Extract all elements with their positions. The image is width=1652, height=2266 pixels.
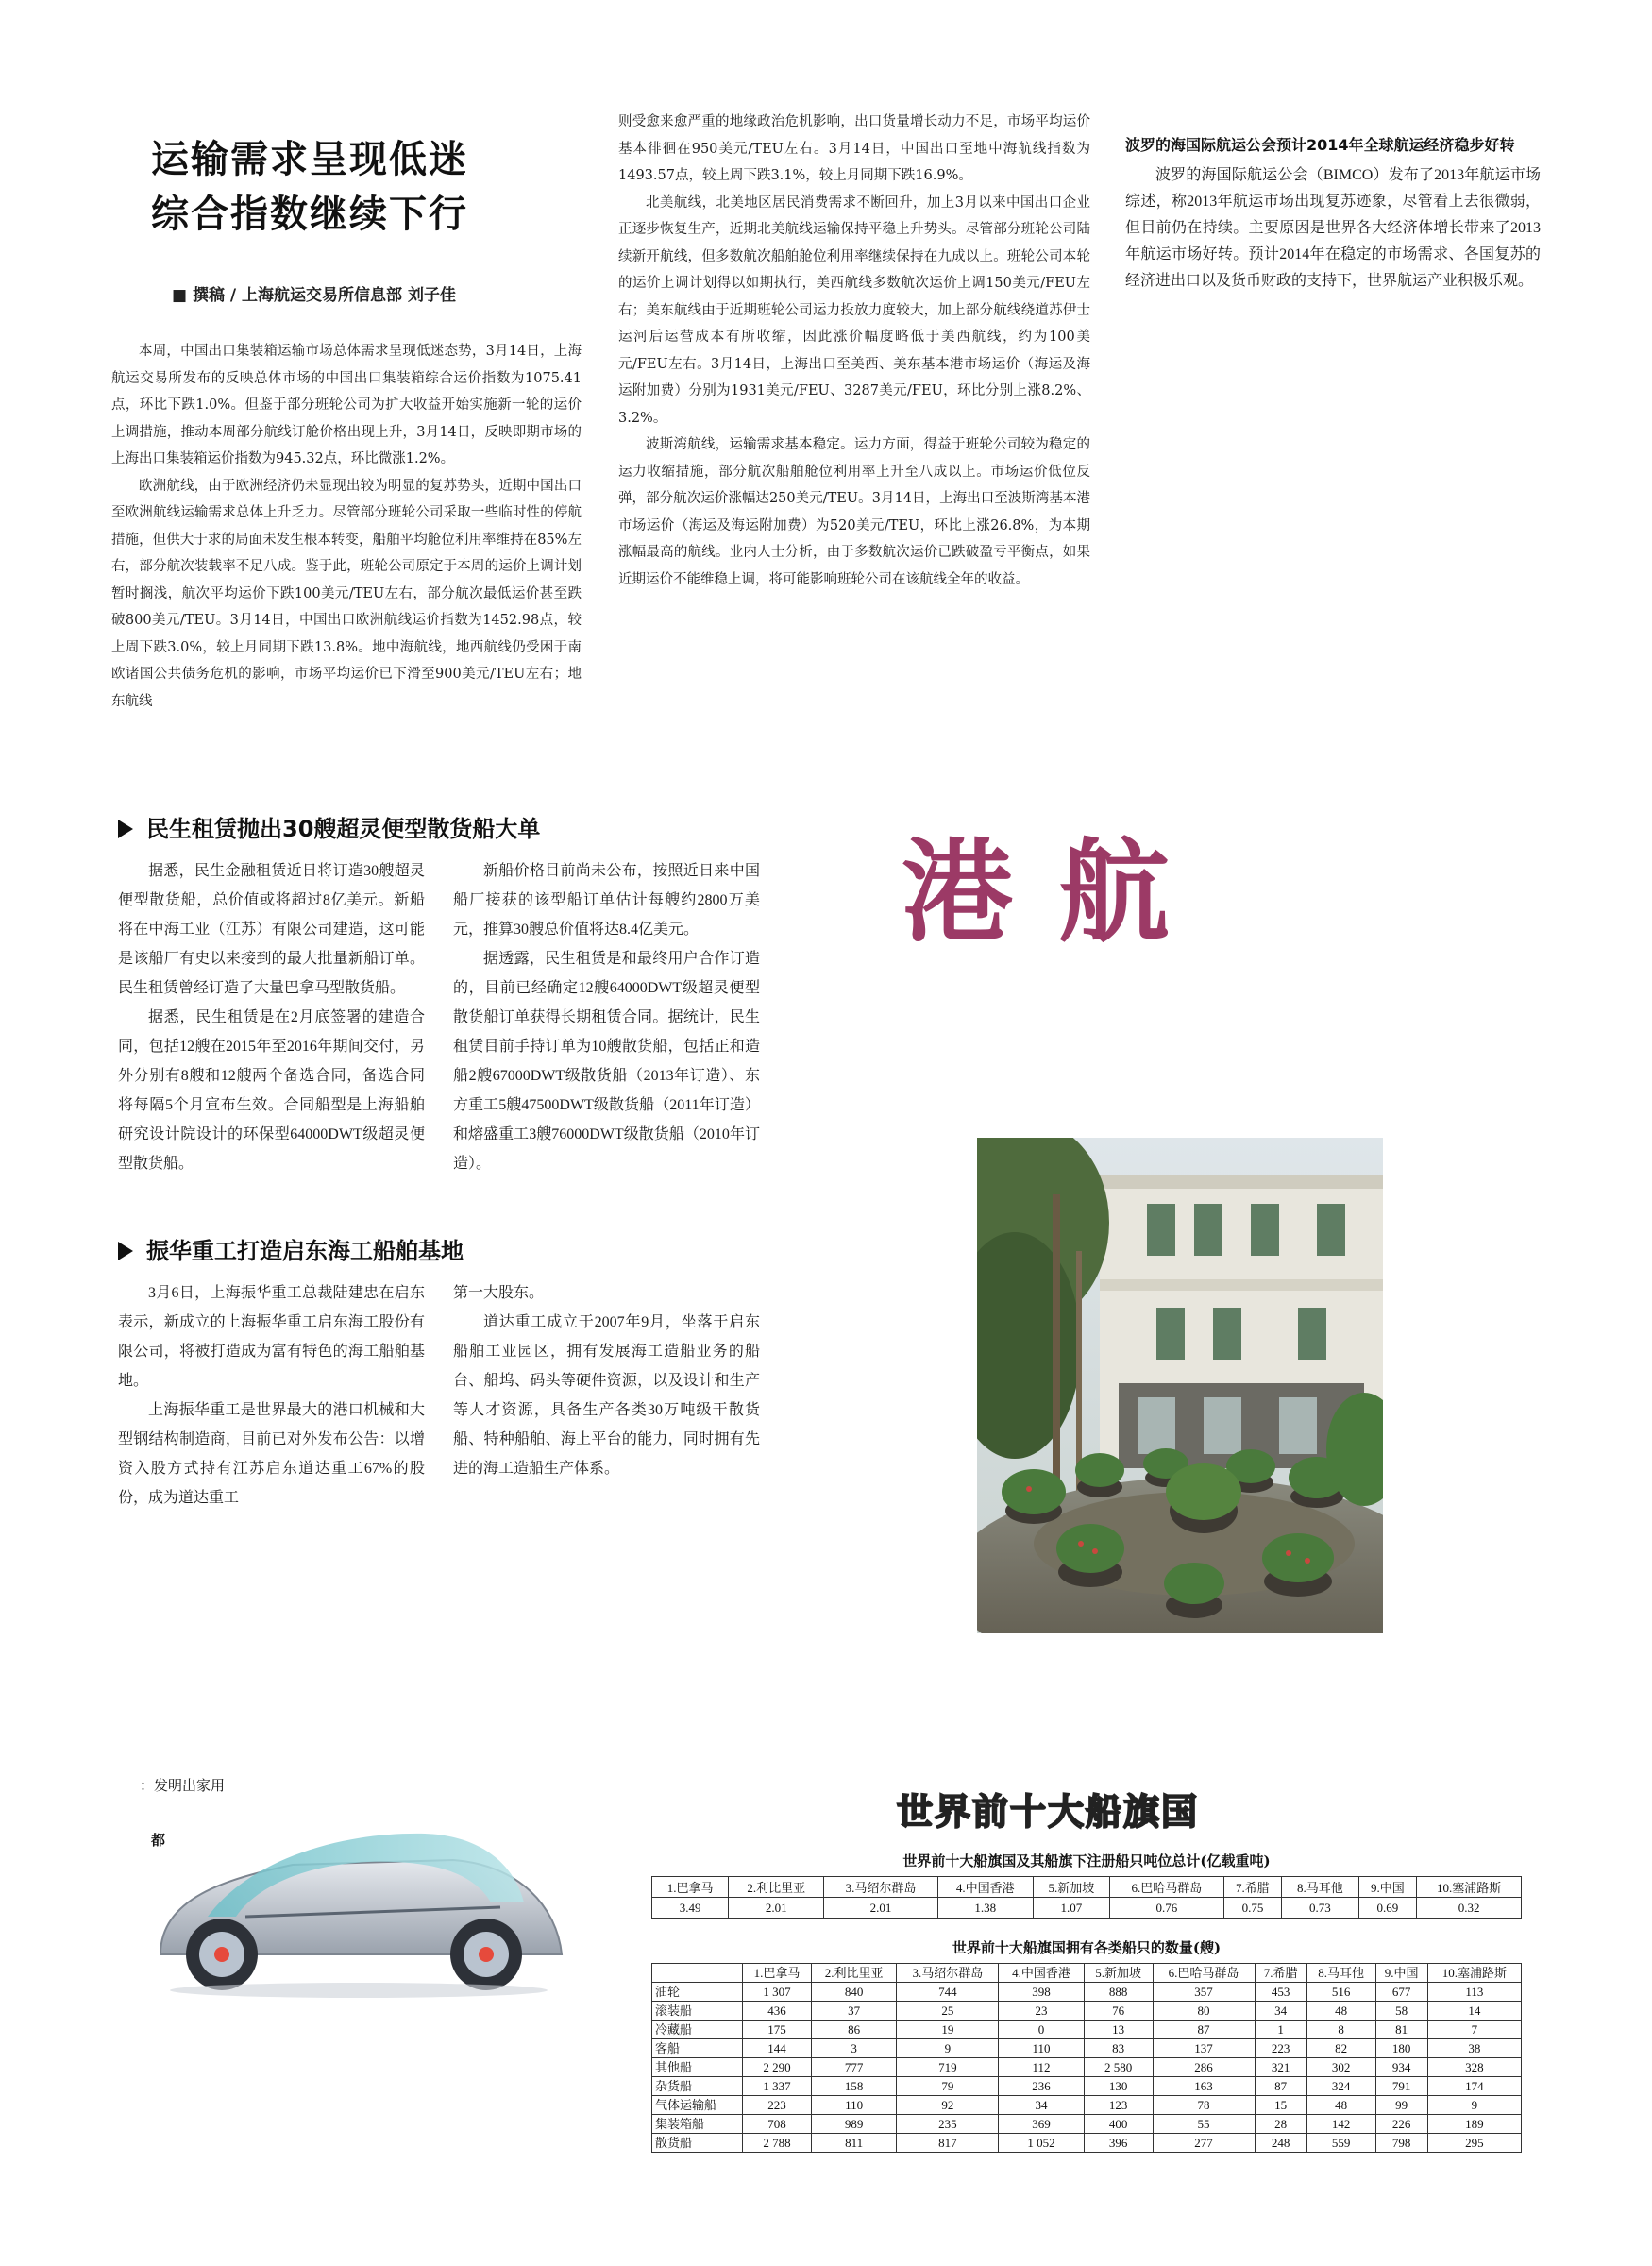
table-header-cell: 9.中国 (1375, 1964, 1427, 1983)
table-header-cell: 6.巴哈马群岛 (1153, 1964, 1255, 1983)
table-cell: 400 (1084, 2115, 1153, 2134)
table-row (652, 2058, 1522, 2077)
table-cell: 7 (1427, 2021, 1521, 2039)
table-ship-counts-caption: 世界前十大船旗国拥有各类船只的数量(艘) (952, 1939, 1222, 1956)
table-row (652, 2021, 1522, 2039)
table-cell: 123 (1084, 2096, 1153, 2115)
table-cell: 3.49 (652, 1898, 729, 1919)
sidebar-news (1125, 132, 1541, 295)
table-cell: 840 (811, 1983, 896, 2002)
table-cell: 223 (743, 2096, 812, 2115)
table-cell: 1 (1255, 2021, 1306, 2039)
table-cell: 324 (1306, 2077, 1375, 2096)
section-paragraph: 第一大股东。 (453, 1285, 545, 1301)
table-cell: 321 (1255, 2058, 1306, 2077)
table-cell: 38 (1427, 2039, 1521, 2058)
table-cell: 78 (1153, 2096, 1255, 2115)
row-label-cell: 气体运输船 (652, 2096, 743, 2115)
sidebar-news-body: 波罗的海国际航运公会（BIMCO）发布了2013年航运市场综述，称2013年航运市场出现复苏迹象，尽管看上去很微弱，但目前仍在持续。主要原因是世界各大经济体增长带来了2013年航运市场好转。预计2014年在稳定的市场需求、各国复苏的经济进出口以及货币财政的支持下，世界航运产业积极乐观。 (1125, 167, 1541, 289)
table-cell: 791 (1375, 2077, 1427, 2096)
concept-car-illustration (142, 1775, 576, 2002)
table-cell: 86 (811, 2021, 896, 2039)
table-cell: 110 (811, 2096, 896, 2115)
table-cell: 1.38 (937, 1898, 1033, 1919)
table-cell: 0.69 (1358, 1898, 1417, 1919)
triangle-bullet-icon (118, 1242, 133, 1260)
table-header-cell: 4.中国香港 (937, 1877, 1033, 1898)
table-cell: 81 (1375, 2021, 1427, 2039)
row-label-cell: 冷藏船 (652, 2021, 743, 2039)
table-header-cell: 2.利比里亚 (729, 1877, 824, 1898)
table-cell: 0.76 (1110, 1898, 1224, 1919)
article-paragraph: 波斯湾航线，运输需求基本稳定。运力方面，得益于班轮公司较为稳定的运力收缩措施，部分航次船舶舱位利用率上升至八成以上。市场运价低位反弹，部分航次运价涨幅达250美元/TEU。3月14日，上海出口至波斯湾基本港市场运价（海运及海运附加费）为520美元/TEU，环比上涨26.8%，为本期涨幅最高的航线。业内人士分析，由于多数航次运价已跌破盈亏平衡点，如果近期运价不能维稳上调，将可能影响班轮公司在该航线全年的收益。 (618, 437, 1090, 587)
table-cell: 9 (897, 2039, 999, 2058)
courtyard-photo-illustration (977, 1138, 1383, 1633)
table-header-cell: 10.塞浦路斯 (1417, 1877, 1522, 1898)
table-cell: 13 (1084, 2021, 1153, 2039)
table-cell: 302 (1306, 2058, 1375, 2077)
table-header-cell: 8.马耳他 (1282, 1877, 1358, 1898)
row-label-cell: 集装箱船 (652, 2115, 743, 2134)
table-cell: 0.75 (1223, 1898, 1282, 1919)
table-cell: 14 (1427, 2002, 1521, 2021)
table-cell: 777 (811, 2058, 896, 2077)
section-paragraph: 道达重工成立于2007年9月，坐落于启东船舶工业园区，拥有发展海工造船业务的船台、船坞、码头等硬件资源，以及设计和生产等人才资源，具备生产各类30万吨级干散货船、特种船舶、海上平台的能力，同时拥有先进的海工造船生产体系。 (453, 1314, 760, 1477)
row-label-cell: 杂货船 (652, 2077, 743, 2096)
table-cell: 142 (1306, 2115, 1375, 2134)
table-cell: 677 (1375, 1983, 1427, 2002)
table-cell: 0.32 (1417, 1898, 1522, 1919)
table-cell: 811 (811, 2134, 896, 2153)
table-cell: 1 307 (743, 1983, 812, 2002)
article-column-2 (618, 109, 1090, 593)
section-minsheng-left (118, 856, 425, 1178)
table-cell: 58 (1375, 2002, 1427, 2021)
table-cell: 934 (1375, 2058, 1427, 2077)
table-cell: 369 (999, 2115, 1084, 2134)
table-header-cell: 6.巴哈马群岛 (1110, 1877, 1224, 1898)
table-cell: 989 (811, 2115, 896, 2134)
table-cell: 9 (1427, 2096, 1521, 2115)
table-cell: 189 (1427, 2115, 1521, 2134)
car-caption-1: ：发明出家用 (140, 1777, 226, 1794)
table-cell: 744 (897, 1983, 999, 2002)
table-cell: 817 (897, 2134, 999, 2153)
headline (151, 132, 585, 242)
table-cell: 99 (1375, 2096, 1427, 2115)
article-paragraph: 欧洲航线，由于欧洲经济仍未显现出较为明显的复苏势头，近期中国出口至欧洲航线运输需求总体上升乏力。尽管部分班轮公司采取一些临时性的停航措施，但供大于求的局面未发生根本转变，船舶平均舱位利用率维持在85%左右，部分航次装载率不足八成。鉴于此，班轮公司原定于本周的运价上调计划暂时搁浅，航次平均运价下跌100美元/TEU左右，部分航次最低运价甚至跌破800美元/TEU。3月14日，中国出口欧洲航线运价指数为1452.98点，较上周下跌3.0%，较上月同期下跌13.8%。地中海航线，地西航线仍受困于南欧诸国公共债务危机的影响，市场平均运价已下滑至900美元/TEU左右；地东航线 (111, 478, 582, 709)
table-cell: 8 (1306, 2021, 1375, 2039)
row-label-cell: 其他船 (652, 2058, 743, 2077)
section-zhenhua-right (453, 1278, 760, 1513)
table-cell: 798 (1375, 2134, 1427, 2153)
table-cell: 158 (811, 2077, 896, 2096)
section-minsheng-title (118, 810, 760, 843)
table-cell: 357 (1153, 1983, 1255, 2002)
section-zhenhua-title (118, 1232, 760, 1265)
table-cell: 708 (743, 2115, 812, 2134)
section-zhenhua (118, 1232, 760, 1513)
table-cell: 888 (1084, 1983, 1153, 2002)
section-paragraph: 3月6日，上海振华重工总裁陆建忠在启东表示，新成立的上海振华重工启东海工股份有限公司，将被打造成为富有特色的海工船舶基地。 (118, 1285, 425, 1389)
section-title-text: 振华重工打造启东海工船舶基地 (146, 1238, 464, 1264)
table-cell: 163 (1153, 2077, 1255, 2096)
article-paragraph: 本周，中国出口集装箱运输市场总体需求呈现低迷态势，3月14日，上海航运交易所发布的反映总体市场的中国出口集装箱综合运价指数为1075.41点，环比下跌1.0%。但鉴于部分班轮公司为扩大收益开始实施新一轮的运价上调措施，推动本周部分航线订舱价格出现上升，3月14日，反映即期市场的上海出口集装箱运价指数为945.32点，环比微涨1.2%。 (111, 344, 582, 466)
table-cell: 248 (1255, 2134, 1306, 2153)
table-cell: 2 788 (743, 2134, 812, 2153)
table-tonnage (651, 1851, 1522, 1919)
section-paragraph: 新船价格目前尚未公布，按照近日来中国船厂接获的该型船订单估计每艘约2800万美元，推算30艘总价值将达8.4亿美元。 (453, 863, 760, 938)
car-caption-2: 都 (151, 1832, 166, 1849)
table-cell: 83 (1084, 2039, 1153, 2058)
table-cell: 559 (1306, 2134, 1375, 2153)
table-cell: 175 (743, 2021, 812, 2039)
section-paragraph: 据悉，民生租赁是在2月底签署的建造合同，包括12艘在2015年至2016年期间交付，另外分别有8艘和12艘两个备选合同，备选合同将每隔5个月宣布生效。合同船型是上海船舶研究设计院设计的环保型64000DWT级超灵便型散货船。 (118, 1009, 425, 1172)
table-cell: 235 (897, 2115, 999, 2134)
table-cell: 19 (897, 2021, 999, 2039)
table-cell: 277 (1153, 2134, 1255, 2153)
table-header-cell: 3.马绍尔群岛 (897, 1964, 999, 1983)
table-cell: 87 (1153, 2021, 1255, 2039)
table-cell: 396 (1084, 2134, 1153, 2153)
table-header-cell: 1.巴拿马 (743, 1964, 812, 1983)
table-header-cell: 1.巴拿马 (652, 1877, 729, 1898)
table-cell: 286 (1153, 2058, 1255, 2077)
table-cell: 223 (1255, 2039, 1306, 2058)
table-cell: 295 (1427, 2134, 1521, 2153)
table-cell: 180 (1375, 2039, 1427, 2058)
tables-title: 世界前十大船旗国 (897, 1791, 1200, 1833)
table-cell: 48 (1306, 2096, 1375, 2115)
brand-logo-gangheng: 港航 (902, 827, 1216, 957)
table-cell: 34 (1255, 2002, 1306, 2021)
table-cell: 1 052 (999, 2134, 1084, 2153)
triangle-bullet-icon (118, 820, 133, 838)
table-cell: 144 (743, 2039, 812, 2058)
table-header-cell: 8.马耳他 (1306, 1964, 1375, 1983)
section-paragraph: 上海振华重工是世界最大的港口机械和大型钢结构制造商，目前已对外发布公告：以增资入股方式持有江苏启东道达重工67%的股份，成为道达重工 (118, 1402, 425, 1506)
table-cell: 2.01 (824, 1898, 938, 1919)
table-cell: 2 290 (743, 2058, 812, 2077)
table-row (652, 2115, 1522, 2134)
table-cell: 1 337 (743, 2077, 812, 2096)
table-cell: 328 (1427, 2058, 1521, 2077)
table-cell: 0.73 (1282, 1898, 1358, 1919)
table-cell: 2 580 (1084, 2058, 1153, 2077)
section-paragraph: 据悉，民生金融租赁近日将订造30艘超灵便型散货船，总价值或将超过8亿美元。新船将在中海工业（江苏）有限公司建造，这可能是该船厂有史以来接到的最大批量新船订单。民生租赁曾经订造了大量巴拿马型散货船。 (118, 863, 425, 996)
table-cell: 87 (1255, 2077, 1306, 2096)
table-header-cell: 10.塞浦路斯 (1427, 1964, 1521, 1983)
table-header-cell: 5.新加坡 (1033, 1877, 1109, 1898)
row-label-cell: 散货船 (652, 2134, 743, 2153)
article-paragraph: 北美航线，北美地区居民消费需求不断回升，加上3月以来中国出口企业正逐步恢复生产，近期北美航线运输保持平稳上升势头。尽管部分班轮公司陆续新开航线，但多数航次船舶舱位利用率继续保持在九成以上。班轮公司本轮的运价上调计划得以如期执行，美西航线多数航次运价上调150美元/FEU左右；美东航线由于近期班轮公司运力投放力度较大，加上部分航线绕道苏伊士运河后运营成本有所收缩，因此涨价幅度略低于美西航线，约为100美元/FEU左右。3月14日，上海出口至美西、美东基本港市场运价（海运及海运附加费）分别为1931美元/FEU、3287美元/FEU，环比分别上涨8.2%、3.2%。 (618, 194, 1090, 426)
table-cell: 34 (999, 2096, 1084, 2115)
table-cell: 25 (897, 2002, 999, 2021)
table-cell: 55 (1153, 2115, 1255, 2134)
table-header-cell: 2.利比里亚 (811, 1964, 896, 1983)
row-label-cell: 客船 (652, 2039, 743, 2058)
table-cell: 15 (1255, 2096, 1306, 2115)
table-header-cell: 4.中国香港 (999, 1964, 1084, 1983)
table-cell: 398 (999, 1983, 1084, 2002)
table-cell: 92 (897, 2096, 999, 2115)
table-cell: 80 (1153, 2002, 1255, 2021)
table-cell: 174 (1427, 2077, 1521, 2096)
section-zhenhua-left (118, 1278, 425, 1513)
article-column-1 (111, 338, 582, 715)
table-cell: 76 (1084, 2002, 1153, 2021)
table-cell: 113 (1427, 1983, 1521, 2002)
sidebar-news-title: 波罗的海国际航运公会预计2014年全球航运经济稳步好转 (1125, 136, 1515, 154)
row-label-cell: 油轮 (652, 1983, 743, 2002)
table-header-cell: 9.中国 (1358, 1877, 1417, 1898)
table-row (652, 1983, 1522, 2002)
byline: ■ 撰稿 / 上海航运交易所信息部 刘子佳 (172, 286, 456, 305)
table-cell: 130 (1084, 2077, 1153, 2096)
table-cell: 79 (897, 2077, 999, 2096)
table-cell: 236 (999, 2077, 1084, 2096)
table-cell: 110 (999, 2039, 1084, 2058)
table-cell: 0 (999, 2021, 1084, 2039)
table-cell: 3 (811, 2039, 896, 2058)
concept-car-icon (142, 1775, 576, 2002)
table-cell: 137 (1153, 2039, 1255, 2058)
courtyard-photo (977, 1138, 1383, 1633)
table-header-cell: 3.马绍尔群岛 (824, 1877, 938, 1898)
table-row (652, 2134, 1522, 2153)
table-row (652, 2096, 1522, 2115)
table-cell: 436 (743, 2002, 812, 2021)
table-ship-counts (651, 1937, 1522, 2153)
table-row (652, 2002, 1522, 2021)
table-cell: 82 (1306, 2039, 1375, 2058)
table-tonnage-grid (651, 1876, 1522, 1919)
table-cell: 453 (1255, 1983, 1306, 2002)
table-cell: 516 (1306, 1983, 1375, 2002)
table-cell: 1.07 (1033, 1898, 1109, 1919)
table-cell: 2.01 (729, 1898, 824, 1919)
table-header-cell: 7.希腊 (1255, 1964, 1306, 1983)
section-minsheng (118, 810, 760, 1178)
section-title-text: 民生租赁抛出30艘超灵便型散货船大单 (146, 816, 541, 842)
article-paragraph: 则受愈来愈严重的地缘政治危机影响，出口货量增长动力不足，市场平均运价基本徘徊在950美元/TEU左右。3月14日，中国出口至地中海航线指数为1493.57点，较上周下跌3.1%，较上月同期下跌16.9%。 (618, 114, 1090, 183)
table-ship-counts-grid (651, 1963, 1522, 2153)
table-cell: 719 (897, 2058, 999, 2077)
table-header-cell: 7.希腊 (1223, 1877, 1282, 1898)
section-minsheng-right (453, 856, 760, 1178)
table-header-cell: 5.新加坡 (1084, 1964, 1153, 1983)
table-tonnage-caption: 世界前十大船旗国及其船旗下注册船只吨位总计(亿载重吨) (902, 1852, 1271, 1869)
table-row (652, 2039, 1522, 2058)
headline-line-2: 综合指数继续下行 (151, 193, 468, 236)
table-cell: 37 (811, 2002, 896, 2021)
table-cell: 28 (1255, 2115, 1306, 2134)
table-cell: 226 (1375, 2115, 1427, 2134)
table-cell: 48 (1306, 2002, 1375, 2021)
table-row (652, 2077, 1522, 2096)
table-header-cell (652, 1964, 743, 1983)
table-cell: 112 (999, 2058, 1084, 2077)
section-paragraph: 据透露，民生租赁是和最终用户合作订造的，目前已经确定12艘64000DWT级超灵便型散货船订单获得长期租赁合同。据统计，民生租赁目前手持订单为10艘散货船，包括正和造船2艘67000DWT级散货船（2013年订造）、东方重工5艘47500DWT级散货船（2011年订造）和熔盛重工3艘76000DWT级散货船（2010年订造）。 (453, 951, 760, 1172)
headline-line-1: 运输需求呈现低迷 (151, 138, 468, 181)
row-label-cell: 滚装船 (652, 2002, 743, 2021)
table-cell: 23 (999, 2002, 1084, 2021)
